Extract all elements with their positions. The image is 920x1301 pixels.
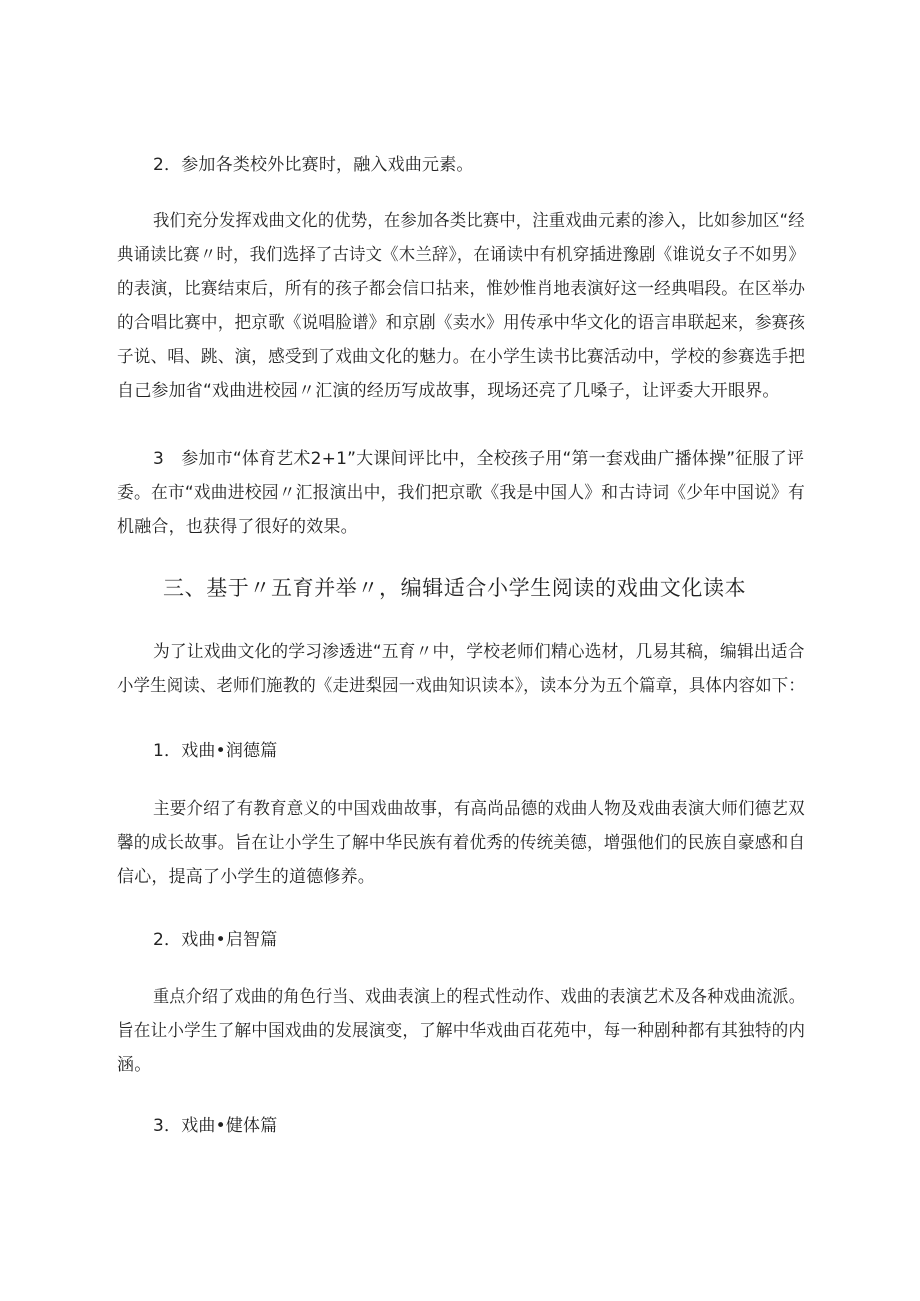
para-1-line-1: 我们充分发挥戏曲文化的优势，在参加各类比赛中，注重戏曲元素的渗入，比如参加区“经 [153, 211, 805, 231]
para-1-line-2: 典诵读比赛〃时，我们选择了古诗文《木兰辞》，在诵读中有机穿插进豫剧《谁说女子不如男》 [117, 245, 805, 265]
para-3-line-1: 为了让戏曲文化的学习渗透进“五育〃中，学校老师们精心选材，几易其稿，编辑出适合 [153, 642, 805, 662]
chapter-1-line-1: 主要介绍了有教育意义的中国戏曲故事，有高尚品德的戏曲人物及戏曲表演大师们德艺双 [153, 799, 805, 819]
para-1-line-3: 的表演，比赛结束后，所有的孩子都会信口拈来，惟妙惟肖地表演好这一经典唱段。在区举办 [117, 279, 806, 299]
para-2-line-3: 机融合，也获得了很好的效果。 [117, 517, 358, 537]
para-2-line-2: 委。在市“戏曲进校园〃汇报演出中，我们把京歌《我是中国人》和古诗词《少年中国说》有 [117, 483, 806, 503]
para-1-line-5: 子说、唱、跳、演，感受到了戏曲文化的魅力。在小学生读书比赛活动中，学校的参赛选手把 [117, 347, 806, 367]
chapter-2-line-2: 旨在让小学生了解中国戏曲的发展演变，了解中华戏曲百花苑中，每一种剧种都有其独特的内 [117, 1021, 806, 1041]
chapter-1-line-2: 馨的成长故事。旨在让小学生了解中华民族有着优秀的传统美德，增强他们的民族自豪感和自 [117, 833, 806, 853]
chapter-3-title: 3．戏曲•健体篇 [153, 1116, 278, 1136]
para-2-line-1: 3 参加市“体育艺术2+1”大课间评比中，全校孩子用“第一套戏曲广播体操”征服了评 [153, 449, 805, 469]
para-1-line-6: 自己参加省“戏曲进校园〃汇演的经历写成故事，现场还亮了几嗓子，让评委大开眼界。 [117, 381, 780, 401]
chapter-1-line-3: 信心，提高了小学生的道德修养。 [117, 867, 375, 887]
chapter-2-line-3: 涵。 [117, 1055, 152, 1075]
chapter-1-title: 1．戏曲•润德篇 [153, 741, 278, 761]
para-3-line-2: 小学生阅读、老师们施教的《走进梨园一戏曲知识读本》，读本分为五个篇章，具体内容如下： [117, 676, 805, 696]
chapter-2-title: 2．戏曲•启智篇 [153, 930, 278, 950]
section-heading: 三、基于〃五育并举〃，编辑适合小学生阅读的戏曲文化读本 [163, 576, 747, 600]
chapter-2-line-1: 重点介绍了戏曲的角色行当、戏曲表演上的程式性动作、戏曲的表演艺术及各种戏曲流派。 [153, 987, 806, 1007]
para-1-line-4: 的合唱比赛中，把京歌《说唱脸谱》和京剧《卖水》用传承中华文化的语言串联起来，参赛孩 [117, 313, 806, 333]
item-2-title: 2．参加各类校外比赛时，融入戏曲元素。 [153, 155, 474, 175]
